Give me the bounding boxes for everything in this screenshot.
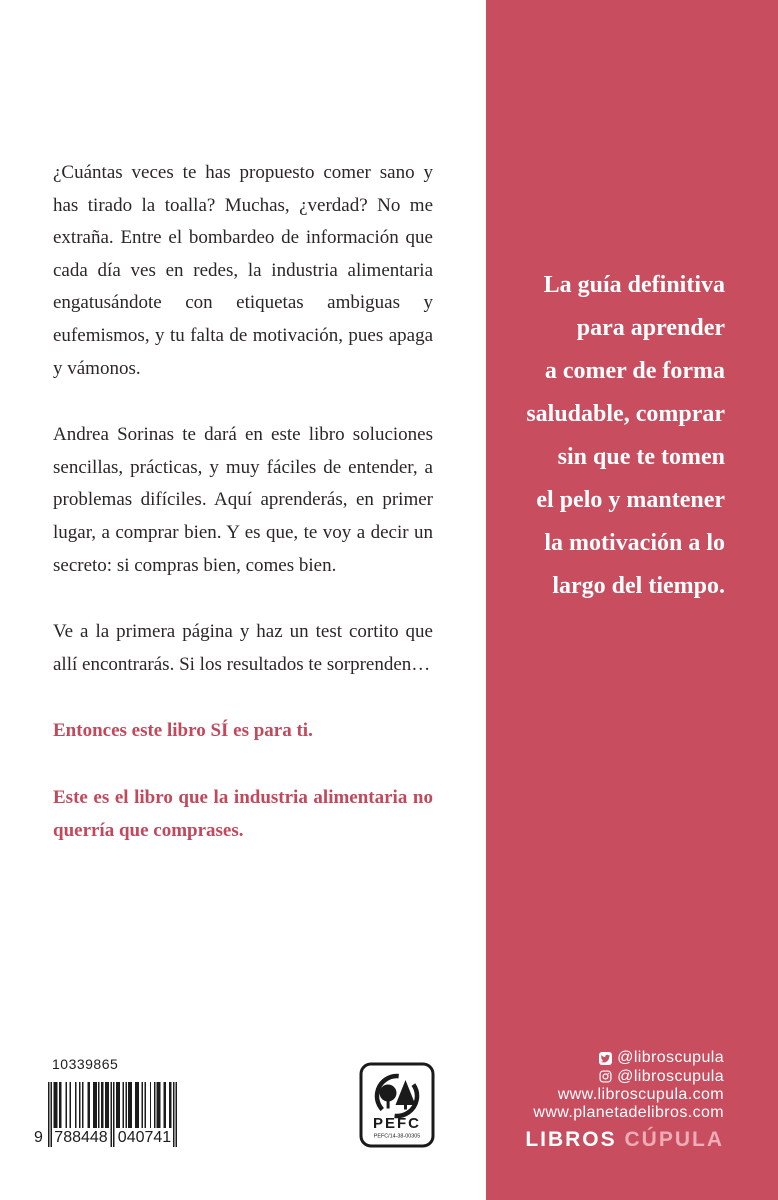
left-column (53, 157, 433, 881)
pefc-round-tree-icon (380, 1085, 397, 1102)
pefc-logo (359, 1062, 435, 1148)
synopsis-paragraph-1: ¿Cuántas veces te has propuesto comer sano y has tirado la toalla? Muchas, ¿verdad? No me extraña. Entre el bombardeo de información que cada día ves en redes, la industria alimentaria engatusándote con etiquetas ambiguas y eufemismos, y tu falta de motivación, pues apaga y vámonos. (53, 162, 433, 379)
tagline (494, 264, 725, 608)
tagline-line: la motivación a lo (544, 530, 725, 556)
synopsis-paragraph-3: Ve a la primera página y haz un test cortito que allí encontrarás. Si los resultados te sorprenden… (53, 621, 433, 675)
social-block (525, 1049, 724, 1152)
social-row-twitter (525, 1049, 724, 1067)
tagline-line: La guía definitiva (543, 272, 725, 298)
tagline-line: largo del tiempo. (552, 573, 725, 599)
website-url: www.libroscupula.com (557, 1085, 724, 1103)
tagline-line: sin que te tomen (557, 444, 725, 470)
barcode-lead-digit: 9 (34, 1129, 43, 1146)
barcode-digit-group-2: 040741 (117, 1129, 172, 1146)
synopsis-paragraph-2: Andrea Sorinas te dará en este libro soluciones sencillas, prácticas, y muy fáciles de entender, a problemas difíciles. Aquí aprenderás, en primer lugar, a comprar bien. Y es que, te voy a decir un secreto: si compras bien, comes bien. (53, 424, 433, 576)
barcode-digit-group-1: 788448 (54, 1129, 108, 1146)
social-row-instagram (525, 1067, 724, 1085)
barcode-top-number: 10339865 (52, 1056, 119, 1072)
right-panel (486, 0, 778, 1200)
website-url: www.planetadelibros.com (533, 1104, 724, 1122)
brand-libros: LIBROS (525, 1127, 617, 1151)
highlight-paragraph: Este es el libro que la industria alimentaria no querría que comprases. (53, 786, 433, 841)
instagram-icon (599, 1070, 612, 1083)
brand-cupula: CÚPULA (624, 1127, 724, 1151)
pefc-badge-svg (359, 1062, 435, 1148)
tagline-line: el pelo y mantener (536, 487, 725, 513)
tagline-line: para aprender (576, 315, 725, 341)
pefc-label: PEFC (372, 1115, 422, 1132)
tagline-line: a comer de forma (544, 358, 725, 384)
twitter-icon (599, 1052, 612, 1065)
tagline-line: saludable, comprar (526, 401, 725, 427)
publisher-logo (525, 1128, 724, 1152)
highlight-line: Entonces este libro SÍ es para ti. (53, 720, 313, 742)
social-handle: @libroscupula (617, 1049, 724, 1067)
barcode (34, 1082, 177, 1147)
social-handle: @libroscupula (617, 1067, 724, 1085)
pefc-cert-number: PEFC/14-38-00305 (373, 1133, 421, 1140)
